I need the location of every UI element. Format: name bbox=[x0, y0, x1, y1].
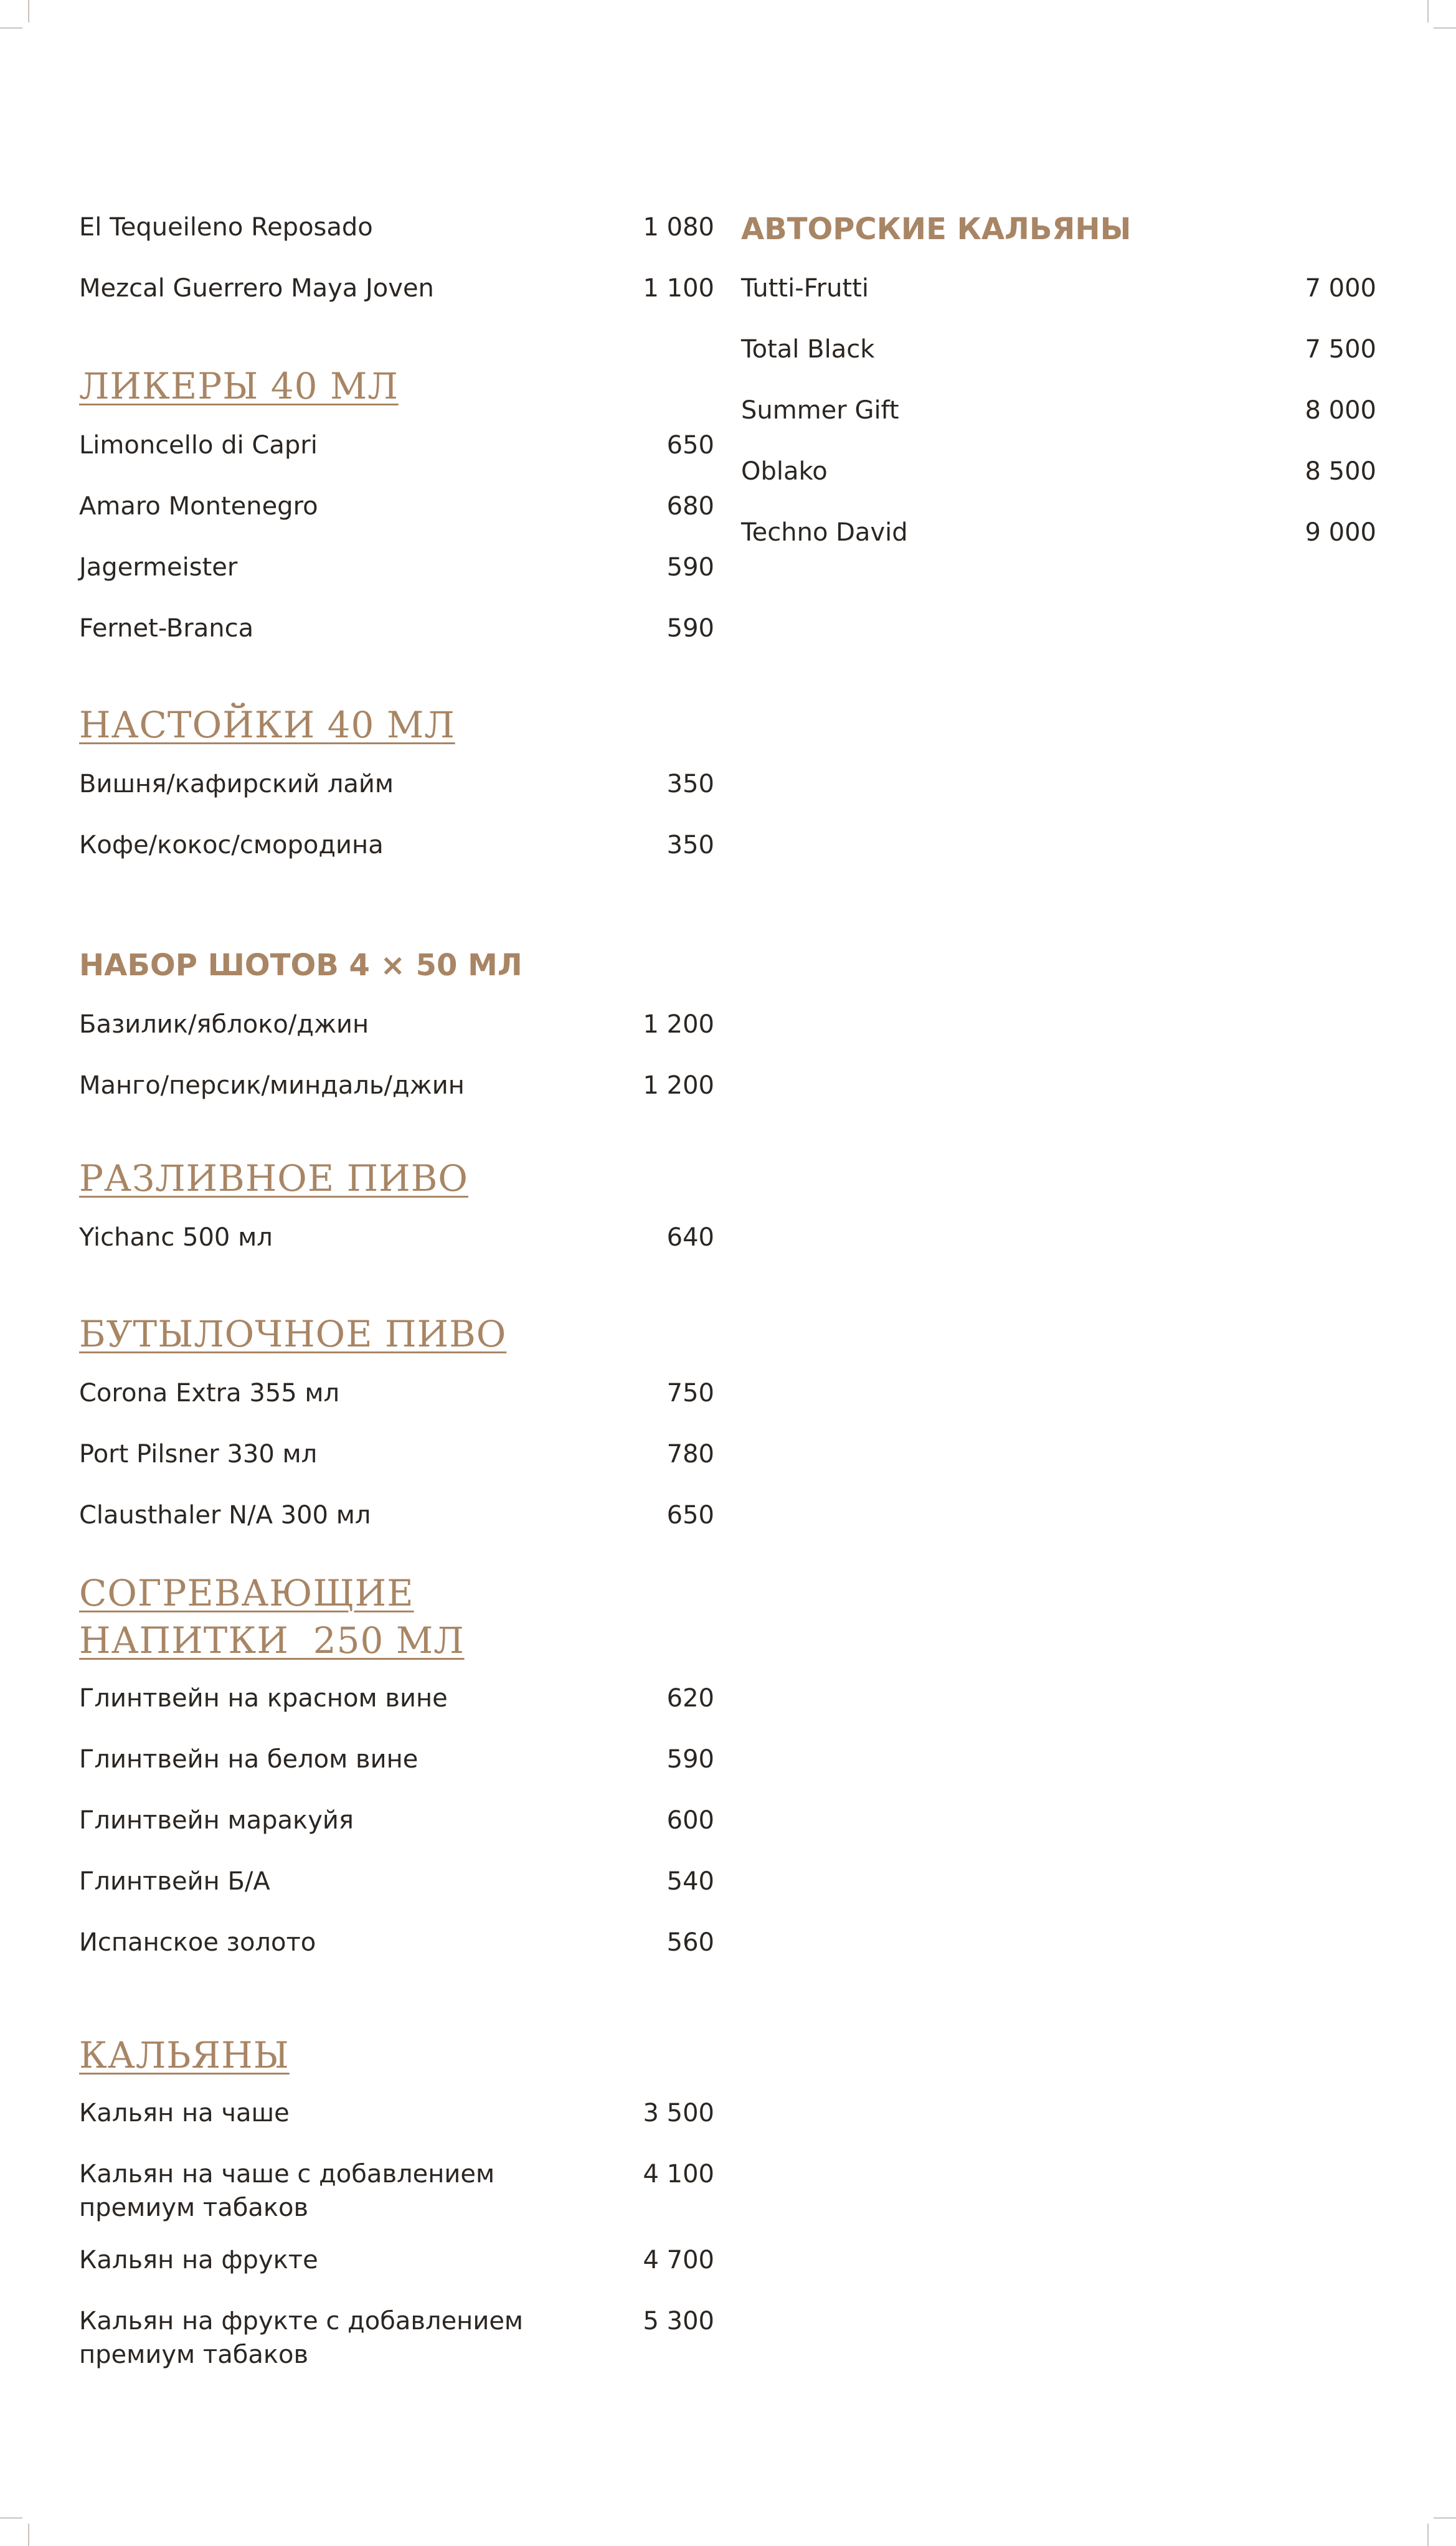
section-title-draft-beer: РАЗЛИВНОЕ ПИВО bbox=[79, 1157, 468, 1200]
item-price: 8 000 bbox=[1305, 396, 1376, 425]
item-price: 4 100 bbox=[643, 2160, 714, 2189]
item-name: Базилик/яблоко/джин bbox=[79, 1010, 369, 1039]
item-name: Jagermeister bbox=[79, 553, 238, 582]
item-name: Глинтвейн Б/А bbox=[79, 1867, 270, 1896]
menu-item bbox=[79, 828, 714, 862]
section-title-shots: НАБОР ШОТОВ 4 × 50 МЛ bbox=[79, 948, 522, 983]
item-name: Fernet-Branca bbox=[79, 614, 254, 643]
item-name: Port Pilsner 330 мл bbox=[79, 1440, 318, 1469]
section-title-warming-drinks bbox=[79, 1569, 714, 1664]
item-name: Кальян на чаше с добавлением премиум табаков bbox=[79, 2160, 495, 2222]
item-name: Глинтвейн на красном вине bbox=[79, 1684, 448, 1713]
item-name: Techno David bbox=[741, 518, 908, 547]
menu-item bbox=[79, 211, 714, 244]
crop-mark-bottom-right-v bbox=[1427, 2524, 1429, 2546]
menu-item bbox=[79, 2243, 714, 2277]
menu-item bbox=[741, 272, 1376, 305]
item-name: Amaro Montenegro bbox=[79, 492, 318, 521]
item-name: Limoncello di Capri bbox=[79, 431, 318, 460]
item-price: 5 300 bbox=[643, 2307, 714, 2335]
item-name: Summer Gift bbox=[741, 396, 899, 425]
item-price: 560 bbox=[666, 1928, 714, 1957]
menu-item bbox=[79, 612, 714, 645]
section-title-bottled-beer: БУТЫЛОЧНОЕ ПИВО bbox=[79, 1313, 507, 1355]
crop-mark-bottom-right-h bbox=[1434, 2517, 1456, 2519]
item-name: Глинтвейн на белом вине bbox=[79, 1745, 418, 1774]
item-name: Tutti-Frutti bbox=[741, 274, 869, 303]
menu-item bbox=[79, 428, 714, 462]
crop-mark-top-left-v bbox=[28, 0, 29, 22]
menu-item bbox=[79, 1008, 714, 1041]
item-price: 1 200 bbox=[643, 1071, 714, 1100]
item-name: Кальян на фрукте bbox=[79, 2246, 318, 2274]
item-price: 3 500 bbox=[643, 2099, 714, 2127]
menu-item bbox=[79, 1069, 714, 1102]
item-price: 1 100 bbox=[643, 274, 714, 303]
menu-item bbox=[79, 272, 714, 305]
menu-item bbox=[79, 2096, 714, 2130]
item-price: 4 700 bbox=[643, 2246, 714, 2274]
menu-item bbox=[79, 1743, 714, 1776]
menu-item bbox=[79, 1804, 714, 1837]
item-price: 350 bbox=[666, 770, 714, 798]
item-price: 780 bbox=[666, 1440, 714, 1469]
item-price: 7 000 bbox=[1305, 274, 1376, 303]
crop-mark-top-left-h bbox=[0, 27, 22, 29]
item-price: 750 bbox=[666, 1379, 714, 1408]
menu-item bbox=[79, 1376, 714, 1410]
item-name: El Tequeileno Reposado bbox=[79, 213, 373, 242]
item-name: Кальян на фрукте с добавлением премиум табаков bbox=[79, 2307, 524, 2369]
menu-item bbox=[79, 1437, 714, 1471]
item-price: 650 bbox=[666, 1501, 714, 1530]
item-price: 600 bbox=[666, 1806, 714, 1835]
menu-item bbox=[79, 1221, 714, 1254]
section-title-tinctures: НАСТОЙКИ 40 МЛ bbox=[79, 704, 455, 746]
menu-item bbox=[79, 2304, 714, 2372]
item-price: 640 bbox=[666, 1223, 714, 1252]
item-price: 590 bbox=[666, 614, 714, 643]
item-price: 540 bbox=[666, 1867, 714, 1896]
item-price: 8 500 bbox=[1305, 457, 1376, 486]
menu-item bbox=[79, 1926, 714, 1959]
item-name: Yichanc 500 мл bbox=[79, 1223, 273, 1252]
item-price: 650 bbox=[666, 431, 714, 460]
menu-item bbox=[741, 394, 1376, 427]
item-name: Манго/персик/миндаль/джин bbox=[79, 1071, 465, 1100]
item-name: Mezcal Guerrero Maya Joven bbox=[79, 274, 434, 303]
item-price: 680 bbox=[666, 492, 714, 521]
item-price: 590 bbox=[666, 1745, 714, 1774]
menu-item bbox=[79, 551, 714, 584]
item-price: 1 200 bbox=[643, 1010, 714, 1039]
menu-item bbox=[79, 1865, 714, 1898]
menu-item bbox=[741, 516, 1376, 549]
section-title-line: СОГРЕВАЮЩИЕ bbox=[79, 1572, 414, 1614]
item-name: Кофе/кокос/смородина bbox=[79, 831, 384, 859]
menu-item bbox=[79, 1498, 714, 1532]
menu-item bbox=[79, 2157, 714, 2225]
crop-mark-bottom-left-h bbox=[0, 2517, 22, 2519]
crop-mark-top-right-h bbox=[1434, 27, 1456, 29]
section-title-line: НАПИТКИ 250 МЛ bbox=[79, 1619, 465, 1662]
menu-item bbox=[79, 490, 714, 523]
item-name: Испанское золото bbox=[79, 1928, 316, 1957]
menu-item bbox=[741, 455, 1376, 488]
menu-item bbox=[79, 1682, 714, 1715]
section-title-hookahs: КАЛЬЯНЫ bbox=[79, 2034, 290, 2076]
item-name: Глинтвейн маракуйя bbox=[79, 1806, 354, 1835]
item-price: 590 bbox=[666, 553, 714, 582]
item-name: Total Black bbox=[741, 335, 875, 364]
menu-item bbox=[741, 333, 1376, 366]
section-title-author-hookahs: АВТОРСКИЕ КАЛЬЯНЫ bbox=[741, 212, 1132, 247]
item-price: 1 080 bbox=[643, 213, 714, 242]
item-name: Corona Extra 355 мл bbox=[79, 1379, 340, 1408]
item-name: Oblako bbox=[741, 457, 828, 486]
item-price: 7 500 bbox=[1305, 335, 1376, 364]
item-name: Вишня/кафирский лайм bbox=[79, 770, 394, 798]
item-name: Кальян на чаше bbox=[79, 2099, 290, 2127]
item-name: Clausthaler N/A 300 мл bbox=[79, 1501, 371, 1530]
section-title-liqueurs: ЛИКЕРЫ 40 МЛ bbox=[79, 365, 399, 407]
crop-mark-bottom-left-v bbox=[28, 2524, 29, 2546]
item-price: 620 bbox=[666, 1684, 714, 1713]
crop-mark-top-right-v bbox=[1427, 0, 1429, 22]
item-price: 9 000 bbox=[1305, 518, 1376, 547]
menu-item bbox=[79, 767, 714, 801]
item-price: 350 bbox=[666, 831, 714, 859]
